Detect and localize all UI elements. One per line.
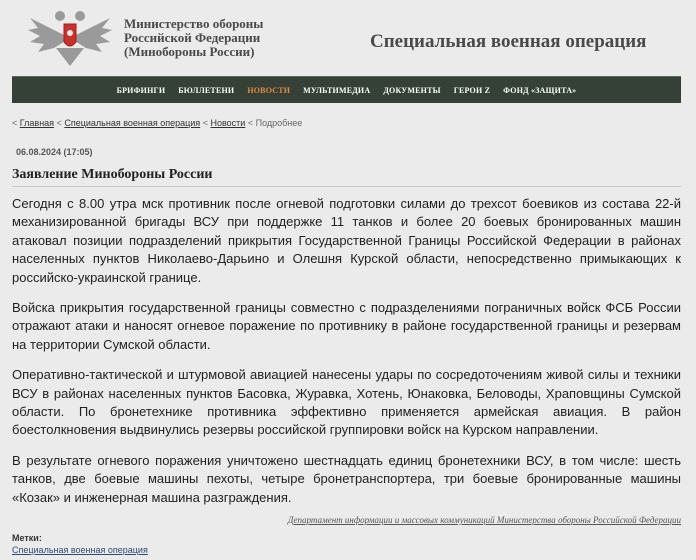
article-date: 06.08.2024 (17:05) (16, 147, 93, 157)
nav-item-heroes[interactable]: ГЕРОИ Z (453, 85, 491, 95)
breadcrumb-home-link[interactable]: Главная (19, 118, 55, 128)
tag-link[interactable]: Специальная военная операция (12, 545, 148, 555)
breadcrumb-news-link[interactable]: Новости (210, 118, 246, 128)
org-line-3: (Минобороны России) (124, 44, 255, 59)
nav-item-news[interactable]: НОВОСТИ (247, 85, 291, 95)
article-paragraph-1: Сегодня с 8.00 утра мск противник после огневой подготовки силами до трехсот боевиков из состава 22-й механизированной бригады ВСУ при поддержке 11 танков и более 20 боевых бронированных машин атаковал позиции подразделений прикрытия Государственной Границы Российской Федерации в районах населенных пунктов Николаево-Дарьино и Олешня Курской области, непосредственно примыкающих к российско-украинской границе. (12, 196, 681, 285)
article-paragraph-4: В результате огневого поражения уничтожено шестнадцать единиц бронетехники ВСУ, в том числе: шесть танков, две боевые машины пехоты, четыре бронетранспортера, три боевые бронированные машины «Козак» и инженерная машина разграждения. (12, 452, 681, 505)
breadcrumb-separator: < (12, 118, 18, 128)
nav-item-briefings[interactable]: БРИФИНГИ (116, 85, 166, 95)
org-line-1: Министерство обороны (124, 16, 264, 31)
main-nav (12, 76, 681, 103)
article-source-text: Департамент информации и массовых коммуникаций Министерства обороны Российской Федерации (287, 515, 681, 525)
nav-item-fund[interactable]: ФОНД «ЗАЩИТА» (503, 85, 577, 95)
nav-item-documents[interactable]: ДОКУМЕНТЫ (383, 85, 441, 95)
tags-label: Метки: (12, 533, 42, 543)
section-title[interactable]: Специальная военная операция (370, 31, 647, 52)
site-header (0, 0, 696, 76)
breadcrumb-current: Подробнее (255, 118, 303, 128)
organization-name[interactable] (124, 17, 263, 59)
org-line-2: Российской Федерации (124, 30, 261, 45)
breadcrumb (12, 118, 302, 128)
nav-item-multimedia[interactable]: МУЛЬТИМЕДИА (303, 85, 371, 95)
article-paragraph-3: Оперативно-тактической и штурмовой авиацией нанесены удары по сосредоточениям живой силы и техники ВСУ в районах населенных пунктов Басовка, Журавка, Хотень, Юнаковка, Беловоды, Храповщины Сумской области. По бронетехнике противника эффективно применяется армейская авиация. В район боестолкновения выдвинулись резервы российской группировки войск на Курском направлении. (12, 367, 681, 438)
breadcrumb-separator: < (56, 118, 62, 128)
article-paragraph-2: Войска прикрытия государственной границы совместно с подразделениями пограничных войск ФСБ России отражают атаки и наносят огневое поражение по противнику в районе государственной границы и резервам на территории Сумской области. (12, 300, 681, 352)
title-divider (12, 186, 681, 187)
breadcrumb-separator: < (247, 118, 254, 128)
breadcrumb-separator: < (202, 118, 208, 128)
article-source (12, 515, 681, 525)
breadcrumb-section-link[interactable]: Специальная военная операция (64, 118, 201, 128)
article-body (12, 195, 681, 519)
double-headed-eagle-emblem-icon[interactable] (24, 8, 116, 70)
article-title: Заявление Минобороны России (12, 167, 213, 182)
nav-item-bulletins[interactable]: БЮЛЛЕТЕНИ (178, 85, 235, 95)
